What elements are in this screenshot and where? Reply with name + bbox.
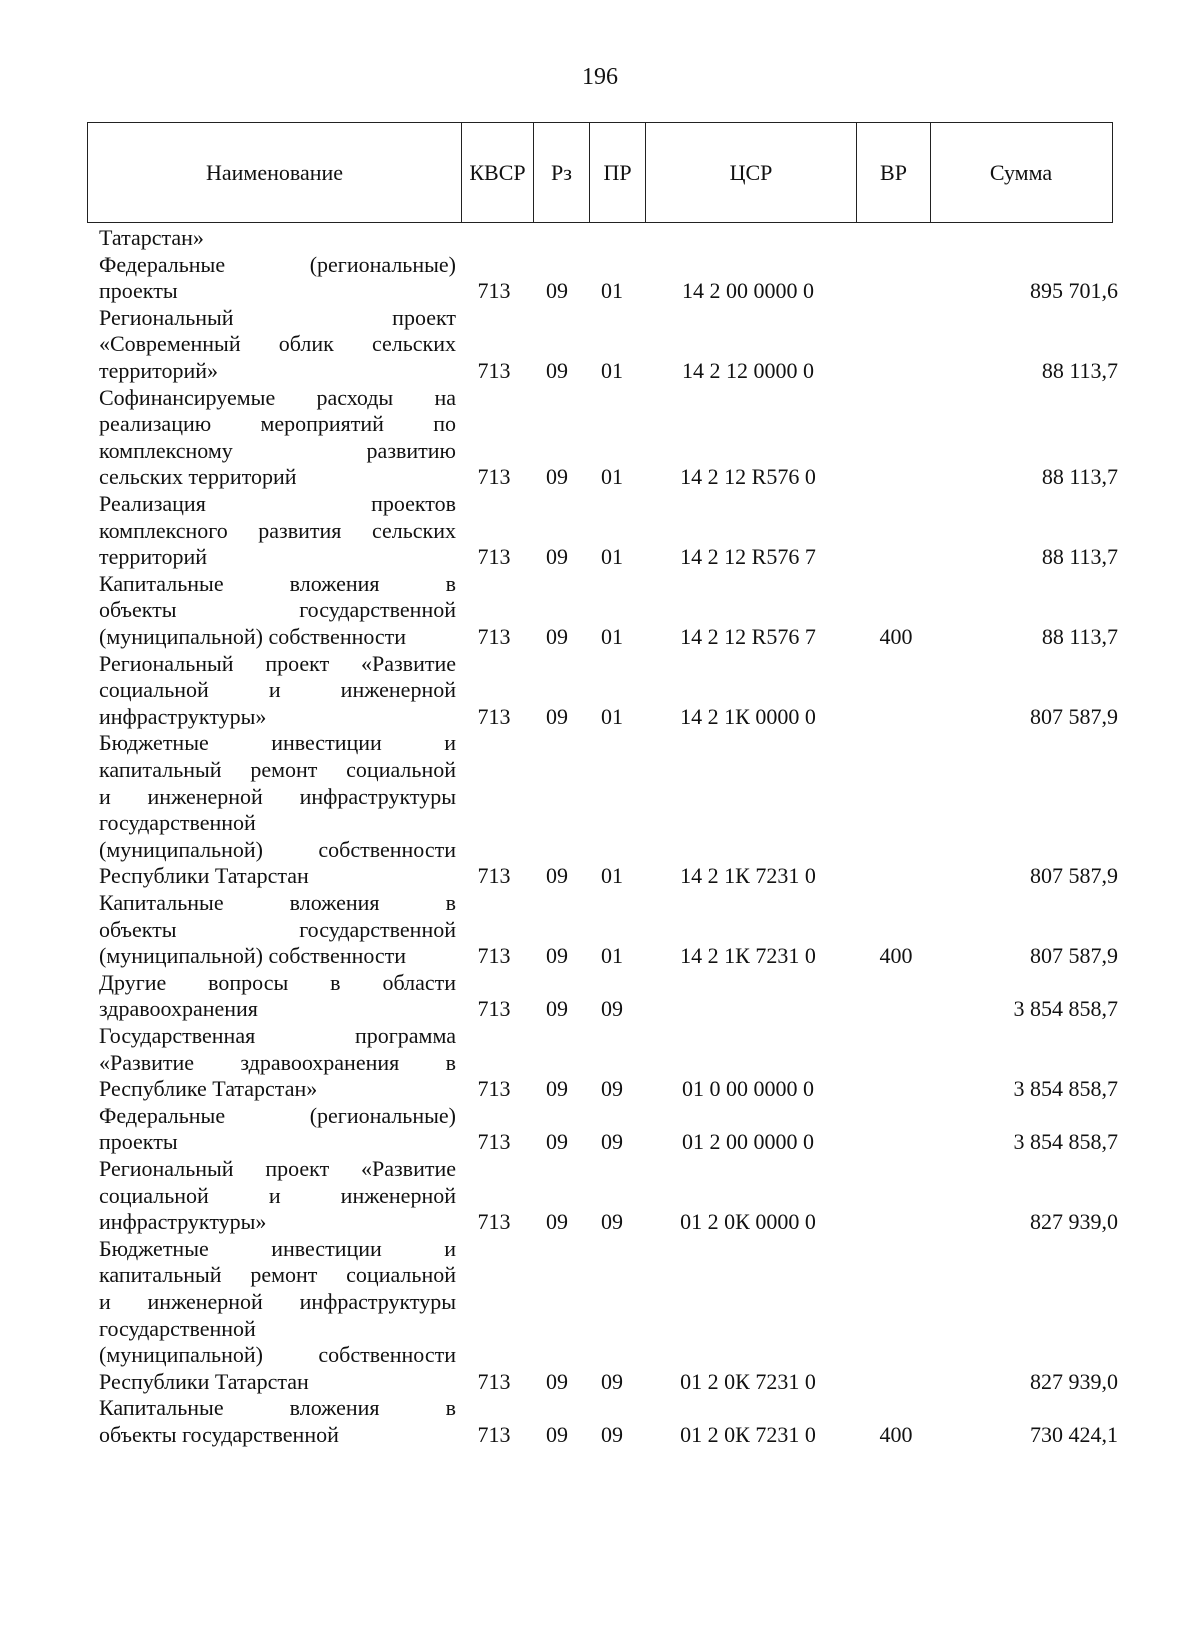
row-sum: 3 854 858,7 xyxy=(1013,996,1118,1022)
row-name xyxy=(99,571,456,651)
row-name-line: Региональный проект «Развитие xyxy=(99,1156,456,1181)
row-csr: 14 2 1К 7231 0 xyxy=(680,943,816,969)
header-sum: Сумма xyxy=(989,159,1053,185)
row-sum: 807 587,9 xyxy=(1030,703,1118,729)
row-csr: 01 2 0К 0000 0 xyxy=(680,1209,816,1235)
row-csr: 14 2 12 R576 7 xyxy=(680,544,816,570)
row-sum: 807 587,9 xyxy=(1030,863,1118,889)
row-name-line: объекты государственной xyxy=(99,1421,339,1447)
row-kvsr: 713 xyxy=(477,278,511,304)
row-kvsr: 713 xyxy=(477,1209,511,1235)
row-rz: 09 xyxy=(546,1209,568,1235)
table-row xyxy=(0,491,1200,571)
row-name xyxy=(99,1023,456,1103)
table-row xyxy=(0,1023,1200,1103)
row-rz: 09 xyxy=(546,464,568,490)
row-rz: 09 xyxy=(546,943,568,969)
row-name-line: (муниципальной) собственности xyxy=(99,623,407,649)
row-name-line: капитальный ремонт социальной xyxy=(99,756,456,782)
row-name-line: Федеральные (региональные) xyxy=(99,251,456,277)
row-name-line: Бюджетные инвестиции и xyxy=(99,1235,456,1261)
row-name xyxy=(99,651,456,731)
table-row xyxy=(0,1156,1200,1236)
row-name-line: комплексному развитию xyxy=(99,437,456,463)
table-row xyxy=(0,890,1200,970)
row-rz: 09 xyxy=(546,996,568,1022)
row-name-line: реализацию мероприятий по xyxy=(99,411,456,437)
header-kvsr: КВСР xyxy=(462,123,534,222)
row-kvsr: 713 xyxy=(477,863,511,889)
row-name-line: (муниципальной) собственности xyxy=(99,943,407,969)
row-csr: 01 2 0К 7231 0 xyxy=(680,1368,816,1394)
row-kvsr: 713 xyxy=(477,1076,511,1102)
table-row xyxy=(0,252,1200,305)
row-rz: 09 xyxy=(546,1421,568,1447)
row-csr: 14 2 1К 7231 0 xyxy=(680,863,816,889)
table-row xyxy=(0,305,1200,385)
row-csr: 14 2 12 R576 7 xyxy=(680,623,816,649)
row-sum: 88 113,7 xyxy=(1041,357,1118,383)
row-pr: 01 xyxy=(601,943,623,969)
table-row xyxy=(0,651,1200,731)
row-csr: 01 2 0К 7231 0 xyxy=(680,1421,816,1447)
row-name-line: Республики Татарстан xyxy=(99,1368,309,1394)
row-name-line: капитальный ремонт социальной xyxy=(99,1262,456,1288)
row-rz: 09 xyxy=(546,544,568,570)
row-pr: 01 xyxy=(601,278,623,304)
row-pr: 01 xyxy=(601,464,623,490)
row-kvsr: 713 xyxy=(477,943,511,969)
row-name-line: государственной xyxy=(99,1315,256,1341)
row-rz: 09 xyxy=(546,1368,568,1394)
header-csr: ЦСР xyxy=(646,123,857,222)
row-kvsr: 713 xyxy=(477,1368,511,1394)
row-kvsr: 713 xyxy=(477,1129,511,1155)
table-header xyxy=(87,122,1113,223)
row-name xyxy=(99,491,456,571)
row-name-line: «Развитие здравоохранения в xyxy=(99,1049,456,1075)
row-sum: 88 113,7 xyxy=(1041,544,1118,570)
row-kvsr: 713 xyxy=(477,464,511,490)
row-kvsr: 713 xyxy=(477,357,511,383)
row-rz: 09 xyxy=(546,1076,568,1102)
row-pr: 09 xyxy=(601,1129,623,1155)
row-name xyxy=(99,252,456,305)
header-pr: ПР xyxy=(590,123,646,222)
row-rz: 09 xyxy=(546,703,568,729)
row-name-line: Бюджетные инвестиции и xyxy=(99,730,456,756)
row-sum: 88 113,7 xyxy=(1041,623,1118,649)
row-name-line: проекты xyxy=(99,1129,178,1155)
row-rz: 09 xyxy=(546,863,568,889)
row-name-line: Федеральные (региональные) xyxy=(99,1102,456,1128)
row-kvsr: 713 xyxy=(477,623,511,649)
row-csr: 01 0 00 0000 0 xyxy=(682,1076,814,1102)
row-pr: 01 xyxy=(601,544,623,570)
row-pr: 09 xyxy=(601,1076,623,1102)
row-name-line: Капитальные вложения в xyxy=(99,1395,456,1421)
row-csr: 14 2 00 0000 0 xyxy=(682,278,814,304)
row-rz: 09 xyxy=(546,1129,568,1155)
page-number: 196 xyxy=(582,64,618,90)
row-sum: 827 939,0 xyxy=(1030,1209,1118,1235)
row-sum: 895 701,6 xyxy=(1030,278,1118,304)
row-csr: 14 2 12 0000 0 xyxy=(682,357,814,383)
row-name xyxy=(99,890,456,970)
row-name xyxy=(99,385,456,491)
row-pr: 09 xyxy=(601,1421,623,1447)
row-name-line: комплексного развития сельских xyxy=(99,517,456,543)
row-name-line: и инженерной инфраструктуры xyxy=(99,1288,456,1314)
row-csr: 14 2 1К 0000 0 xyxy=(680,703,816,729)
row-sum: 807 587,9 xyxy=(1030,943,1118,969)
row-name-line: (муниципальной) собственности xyxy=(99,1342,456,1368)
row-name xyxy=(99,225,456,252)
row-name-line: территорий xyxy=(99,544,208,570)
row-name-line: Реализация проектов xyxy=(99,491,456,516)
row-name-line: здравоохранения xyxy=(99,996,258,1022)
row-vr: 400 xyxy=(879,1421,913,1447)
row-name xyxy=(99,1236,456,1396)
row-name-line: Региональный проект xyxy=(99,304,456,330)
row-name-line: территорий» xyxy=(99,357,219,383)
row-pr: 01 xyxy=(601,703,623,729)
row-name-line: Региональный проект «Развитие xyxy=(99,650,456,676)
row-pr: 01 xyxy=(601,623,623,649)
row-name-line: (муниципальной) собственности xyxy=(99,836,456,862)
row-pr: 01 xyxy=(601,863,623,889)
row-name-line: государственной xyxy=(99,810,256,836)
row-name xyxy=(99,1395,456,1448)
row-name-line: и инженерной инфраструктуры xyxy=(99,783,456,809)
table-row xyxy=(0,225,1200,252)
row-csr: 14 2 12 R576 0 xyxy=(680,464,816,490)
row-name xyxy=(99,305,456,385)
row-pr: 09 xyxy=(601,1209,623,1235)
table-row xyxy=(0,385,1200,491)
row-name xyxy=(99,1103,456,1156)
row-name xyxy=(99,730,456,890)
table-row xyxy=(0,1395,1200,1448)
row-name-line: социальной и инженерной xyxy=(99,1182,456,1208)
row-kvsr: 713 xyxy=(477,996,511,1022)
row-name xyxy=(99,1156,456,1236)
row-pr: 09 xyxy=(601,996,623,1022)
row-name-line: Капитальные вложения в xyxy=(99,890,456,915)
table-row xyxy=(0,571,1200,651)
table-row xyxy=(0,730,1200,890)
row-name-line: социальной и инженерной xyxy=(99,677,456,703)
row-name-line: Государственная программа xyxy=(99,1023,456,1048)
row-rz: 09 xyxy=(546,278,568,304)
row-csr: 01 2 00 0000 0 xyxy=(682,1129,814,1155)
row-name-line: объекты государственной xyxy=(99,597,456,623)
header-name: Наименование xyxy=(88,123,462,222)
row-pr: 01 xyxy=(601,357,623,383)
row-sum: 88 113,7 xyxy=(1041,464,1118,490)
table-row xyxy=(0,1236,1200,1396)
row-pr: 09 xyxy=(601,1368,623,1394)
row-name-line: Капитальные вложения в xyxy=(99,570,456,596)
row-rz: 09 xyxy=(546,357,568,383)
row-name-line: инфраструктуры» xyxy=(99,703,267,729)
row-rz: 09 xyxy=(546,623,568,649)
row-kvsr: 713 xyxy=(477,1421,511,1447)
row-name-line: объекты государственной xyxy=(99,916,456,942)
row-name-line: Татарстан» xyxy=(99,225,204,250)
row-vr: 400 xyxy=(879,623,913,649)
header-vr: ВР xyxy=(857,123,931,222)
row-name-line: Другие вопросы в области xyxy=(99,969,456,995)
table-row xyxy=(0,1103,1200,1156)
row-sum: 730 424,1 xyxy=(1030,1421,1118,1447)
row-kvsr: 713 xyxy=(477,544,511,570)
row-name xyxy=(99,970,456,1023)
row-name-line: «Современный облик сельских xyxy=(99,331,456,357)
row-sum: 827 939,0 xyxy=(1030,1368,1118,1394)
row-name-line: Республики Татарстан xyxy=(99,863,309,889)
row-sum: 3 854 858,7 xyxy=(1013,1076,1118,1102)
header-rz: Рз xyxy=(534,123,590,222)
row-name-line: Республике Татарстан» xyxy=(99,1076,318,1102)
row-sum: 3 854 858,7 xyxy=(1013,1129,1118,1155)
row-name-line: инфраструктуры» xyxy=(99,1209,267,1235)
row-vr: 400 xyxy=(879,943,913,969)
row-kvsr: 713 xyxy=(477,703,511,729)
row-name-line: проекты xyxy=(99,278,178,304)
row-name-line: сельских территорий xyxy=(99,464,297,490)
row-name-line: Софинансируемые расходы на xyxy=(99,384,456,410)
table-row xyxy=(0,970,1200,1023)
